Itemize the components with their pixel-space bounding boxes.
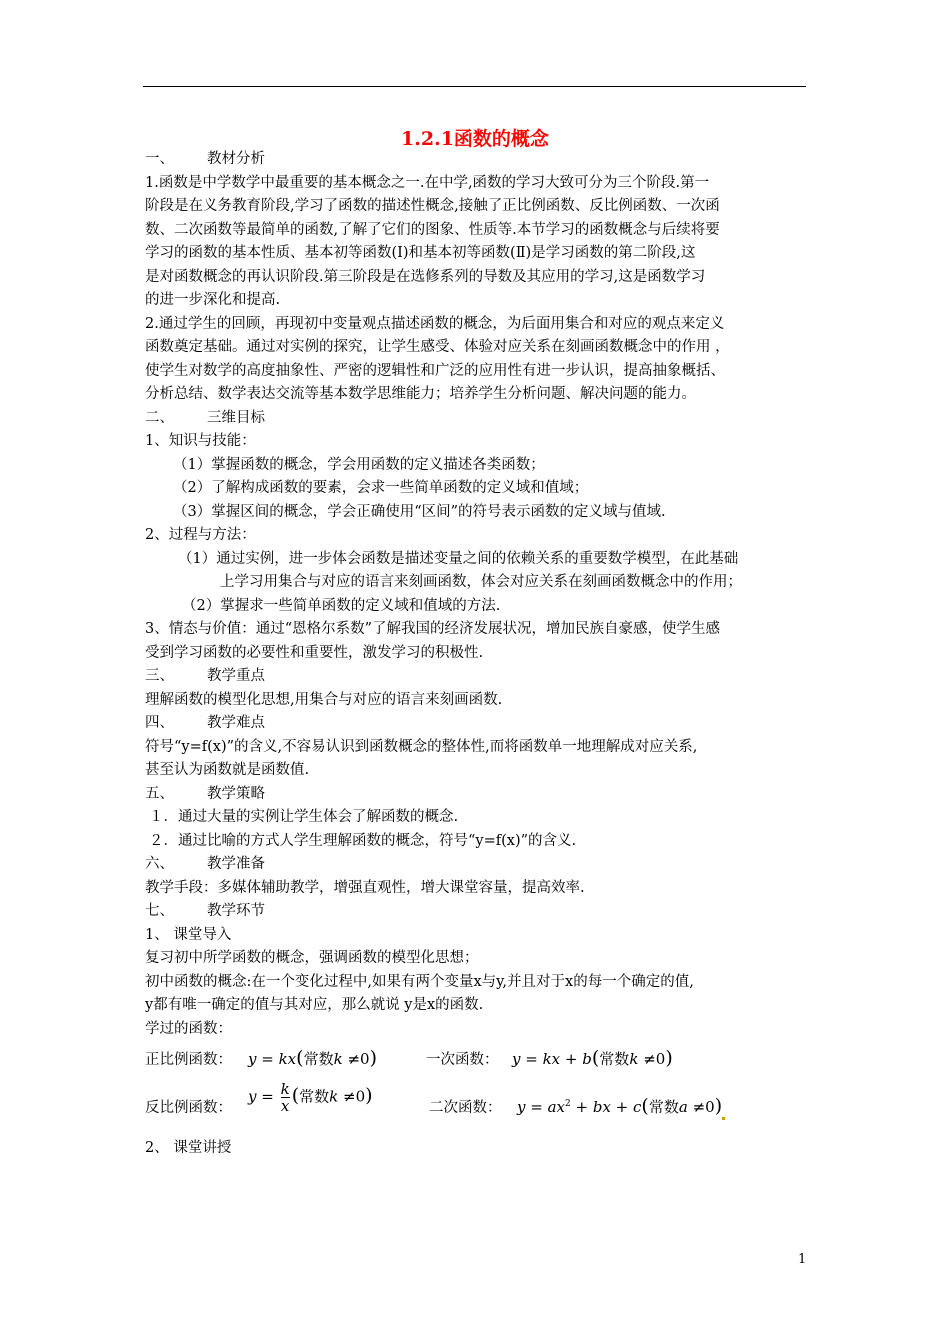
paragraph-line: 函数奠定基础。通过对实例的探究，让学生感受、体验对应关系在刻画函数概念中的作用 ， xyxy=(145,339,730,355)
quadratic-formula: $y = ax^2$ + bx + c(常数a ≠0) xyxy=(517,1093,725,1120)
section-number: 五、 xyxy=(145,785,174,802)
goal-item: （2）了解构成函数的要素，会求一些简单函数的定义域和值域； xyxy=(173,480,589,496)
paragraph-line: 是对函数概念的再认识阶段.第三阶段是在选修系列的导数及其应用的学习,这是函数学习 xyxy=(145,268,706,285)
paragraph-line: 分析总结、数学表达交流等基本数学思维能力；培养学生分析问题、解决问题的能力。 xyxy=(145,386,696,402)
section-heading xyxy=(145,712,810,736)
paragraph-line: 1.函数是中学数学中最重要的基本概念之一.在中学,函数的学习大致可分为三个阶段.第一 xyxy=(145,174,710,191)
goal-item-continuation: 上学习用集合与对应的语言来刻画函数，体会对应关系在刻画函数概念中的作用； xyxy=(220,574,742,590)
paragraph-line xyxy=(145,971,810,995)
goal-item: （1）掌握函数的概念，学会用函数的定义描述各类函数； xyxy=(173,456,545,473)
section-title: 教材分析 xyxy=(207,151,265,167)
paragraph-line: 符号“y=f(x)”的含义,不容易认识到函数概念的整体性,而将函数单一地理解成对应关系, xyxy=(145,738,698,755)
section-heading xyxy=(145,853,810,877)
section-title: 教学环节 xyxy=(207,903,265,919)
section-heading xyxy=(145,900,810,924)
paragraph-line: 受到学习函数的必要性和重要性，激发学习的积极性. xyxy=(145,644,484,661)
paragraph-line: 的进一步深化和提高. xyxy=(145,292,281,308)
goal-item: （1）通过实例，进一步体会函数是描述变量之间的依赖关系的重要数学模型，在此基础 xyxy=(178,550,739,567)
formula-label: 正比例函数： xyxy=(145,1052,232,1068)
goal-item: （3）掌握区间的概念，学会正确使用“区间”的符号表示函数的定义域与值域. xyxy=(173,503,666,520)
paragraph-line: 2.通过学生的回顾，再现初中变量观点描述函数的概念，为后面用集合和对应的观点来定义 xyxy=(145,315,725,332)
section-number: 四、 xyxy=(145,715,174,731)
definition-text: 初中函数的概念:在一个变化过程中,如果有两个变量x与y,并且对于x的每一个确定的值, xyxy=(145,973,694,990)
strategy-item: １．通过大量的实例让学生体会了解函数的概念. xyxy=(149,809,459,825)
goal-heading: 3、情态与价值：通过“恩格尔系数”了解我国的经济发展状况，增加民族自豪感，使学生感 xyxy=(145,621,721,637)
subsection-heading: 1、 课堂导入 xyxy=(145,926,232,943)
paragraph-line: y都有唯一确定的值与其对应，那么就说 y是x的函数. xyxy=(145,997,484,1013)
section-number: 三、 xyxy=(145,668,174,684)
paragraph-line: 复习初中所学函数的概念，强调函数的模型化思想； xyxy=(145,950,479,966)
proportional-formula: y = kx(常数k ≠0) xyxy=(248,1047,378,1069)
section-number: 一、 xyxy=(145,151,174,167)
formula-label: 反比例函数： xyxy=(145,1100,232,1116)
paragraph-line: 数、二次函数等最简单的函数,了解了它们的图象、性质等.本节学习的函数概念与后续将要 xyxy=(145,221,720,238)
goal-heading: 2、过程与方法： xyxy=(145,527,256,543)
section-title: 教学难点 xyxy=(207,715,265,731)
inverse-formula: $y = \frac{k}{x}$ (常数k ≠0) xyxy=(248,1080,373,1115)
section-heading xyxy=(145,665,810,689)
section-title: 教学策略 xyxy=(207,785,265,802)
section-title: 教学重点 xyxy=(207,668,265,684)
section-title: 教学准备 xyxy=(207,856,265,872)
paragraph-line: 学过的函数： xyxy=(145,1020,232,1037)
paragraph-line: 使学生对数学的高度抽象性、严密的逻辑性和广泛的应用性有进一步认识，提高抽象概括、 xyxy=(145,362,725,379)
linear-formula: y = kx + b(常数k ≠0) xyxy=(512,1047,673,1069)
goal-item: （2）掌握求一些简单函数的定义域和值域的方法. xyxy=(182,597,501,614)
section-number: 七、 xyxy=(145,903,174,919)
formula-label: 二次函数： xyxy=(429,1100,502,1116)
section-heading xyxy=(145,783,810,807)
header-rule xyxy=(143,86,806,87)
fraction: $\frac{k}{x}$ xyxy=(280,1080,290,1115)
formula-row xyxy=(145,1081,810,1137)
formula-row xyxy=(145,1041,810,1081)
page-title: 1.2.1函数的概念 xyxy=(401,128,549,150)
section-heading xyxy=(145,407,810,431)
marker-dot xyxy=(722,1117,725,1120)
section-number: 二、 xyxy=(145,409,174,426)
document-body xyxy=(145,148,810,1161)
goal-heading: 1、知识与技能： xyxy=(145,433,256,449)
paragraph-line: 理解函数的模型化思想,用集合与对应的语言来刻画函数. xyxy=(145,691,503,708)
subsection-heading: 2、 课堂讲授 xyxy=(145,1140,232,1156)
paragraph-line: 教学手段：多媒体辅助教学，增强直观性，增大课堂容量，提高效率. xyxy=(145,879,585,896)
paragraph-line: 甚至认为函数就是函数值. xyxy=(145,762,310,778)
strategy-item: ２．通过比喻的方式人学生理解函数的概念，符号“y=f(x)”的含义. xyxy=(149,832,577,849)
formula-label: 一次函数： xyxy=(426,1052,499,1068)
paragraph-line: 阶段是在义务教育阶段,学习了函数的描述性概念,接触了正比例函数、反比例函数、一次函 xyxy=(145,198,720,214)
section-title: 三维目标 xyxy=(207,409,265,426)
section-heading xyxy=(145,148,810,172)
section-number: 六、 xyxy=(145,856,174,872)
paragraph-line: 学习的函数的基本性质、基本初等函数(Ⅰ)和基本初等函数(Ⅱ)是学习函数的第二阶段,这 xyxy=(145,245,696,261)
page-number: 1 xyxy=(798,1252,807,1267)
